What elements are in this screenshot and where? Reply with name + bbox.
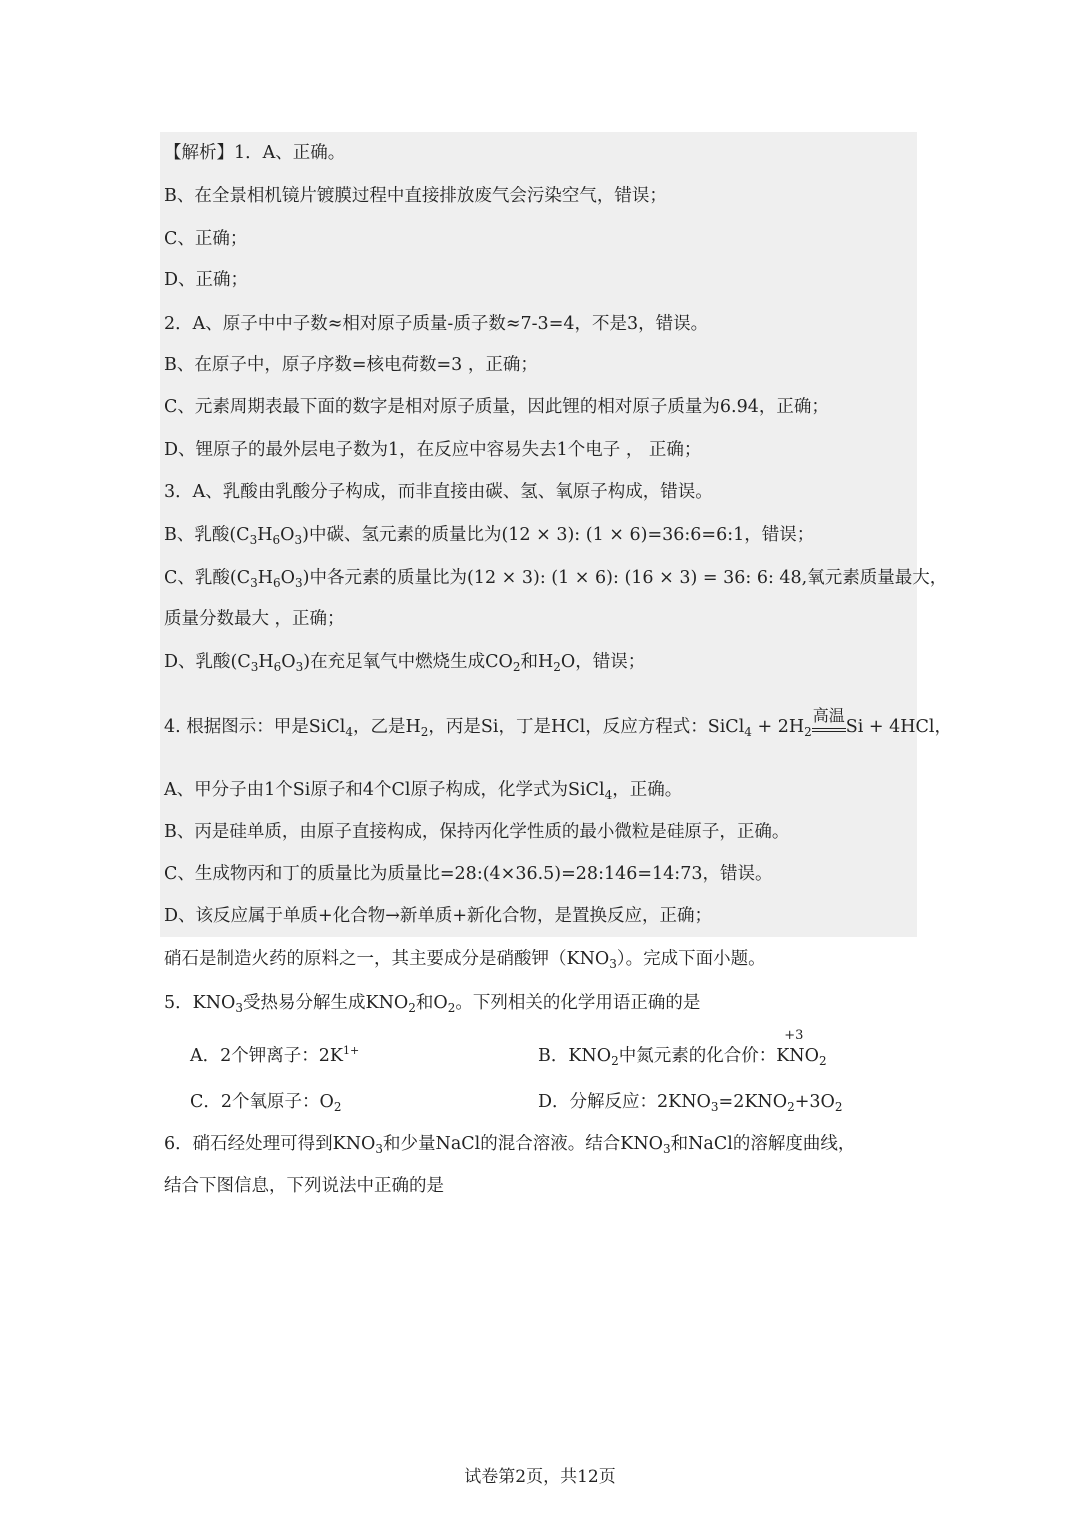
explanation-line: B、乳酸$(C_3H_6O_3)$中碳、氢元素的质量比为(12 × 3): (1 × 6)=36:6=6:1，错误； (164, 525, 815, 547)
valence-notation: +3 KNO (776, 1028, 819, 1066)
question-6-stem-line-2: 结合下图信息，下列说法中正确的是 (164, 1176, 444, 1196)
explanation-line: D、乳酸$(C_3H_6O_3)$在充足氧气中燃烧生成$CO_2$和$H_2O$，错误； (164, 652, 646, 674)
explanation-line: 质量分数最大 ，正确； (164, 609, 345, 629)
explanation-line: 【解析】1．A、正确。 (164, 143, 346, 163)
explanation-line: C、正确； (164, 229, 248, 249)
explanation-line: C、元素周期表最下面的数字是相对原子质量，因此锂的相对原子质量为6.94，正确； (164, 397, 829, 417)
option-d[interactable]: D．分解反应：$2KNO_3=2KNO_2+3O_2$ (538, 1092, 843, 1114)
page-footer: 试卷第2页，共12页 (464, 1467, 616, 1487)
explanation-line: D、正确； (164, 270, 249, 290)
passage-intro: 硝石是制造火药的原料之一，其主要成分是硝酸钾$(KNO_3)$。完成下面小题。 (164, 949, 766, 971)
explanation-line: D、该反应属于单质+化合物→新单质+新化合物，是置换反应，正确； (164, 906, 713, 926)
explanation-line: D、锂原子的最外层电子数为1，在反应中容易失去1个电子 ， 正确； (164, 440, 702, 460)
explanation-line: 3．A、乳酸由乳酸分子构成，而非直接由碳、氢、氧原子构成，错误。 (164, 482, 713, 502)
explanation-line: B、在原子中，原子序数=核电荷数=3 ，正确； (164, 355, 538, 375)
question-5-stem: 5．$KNO_3$受热易分解生成$KNO_2$和$O_2$。下列相关的化学用语正确的是 (164, 993, 701, 1015)
explanation-line: B、在全景相机镜片镀膜过程中直接排放废气会污染空气，错误； (164, 186, 667, 206)
explanation-line-equation: 4. 根据图示：甲是SiCl$_4$，乙是$H_2$，丙是Si，丁是HCl，反应方程式：SiCl$_4$ + $2H_2$ 高温 Si + 4HCl， (164, 706, 953, 739)
option-a[interactable]: A．2个钾离子：$2K^{1+}$ (190, 1044, 360, 1066)
explanation-line: C、生成物丙和丁的质量比为质量比=28:(4×36.5)=28:146=14:73，错误。 (164, 864, 773, 884)
explanation-line: A、甲分子由1个Si原子和4个Cl原子构成，化学式为SiCl$_4$，正确。 (164, 780, 683, 802)
question-6-stem: 6．硝石经处理可得到$KNO_3$和少量NaCl的混合溶液。结合$KNO_3$和NaCl的溶解度曲线， (164, 1134, 856, 1156)
explanation-line: B、丙是硅单质，由原子直接构成，保持丙化学性质的最小微粒是硅原子，正确。 (164, 822, 790, 842)
explanation-line: C、乳酸$(C_3H_6O_3)$中各元素的质量比为(12 × 3): (1 × 6): (16 × 3) = 36: 6: 48,氧元素质量最大， (164, 568, 948, 590)
explanation-line: 2．A、原子中中子数≈相对原子质量-质子数≈7-3=4，不是3，错误。 (164, 314, 709, 334)
option-c[interactable]: C．2个氧原子：$O_2$ (190, 1092, 342, 1114)
reaction-condition: 高温 (812, 725, 846, 732)
option-b[interactable]: B．$KNO_2$中氮元素的化合价： +3 $KNO_2$ (538, 1028, 827, 1068)
